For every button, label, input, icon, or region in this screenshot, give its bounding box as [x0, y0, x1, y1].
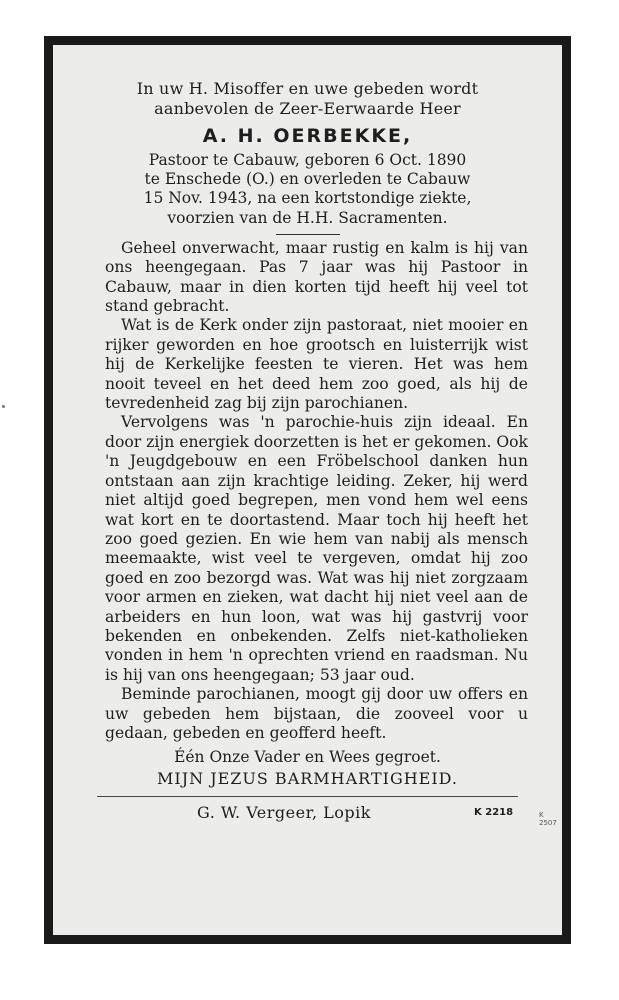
intro-text — [77, 79, 538, 119]
short-divider — [276, 234, 340, 235]
intro-line: aanbevolen de Zeer-Eerwaarde Heer — [154, 99, 461, 118]
scan-speck — [2, 405, 5, 408]
intro-line: In uw H. Misoffer en uwe gebeden wordt — [136, 79, 479, 98]
eulogy-paragraph: Geheel onverwacht, maar rustig en kalm is hij van ons heengegaan. Pas 7 jaar was hij Pastoor in Cabauw, maar in dien korten tijd heeft hij veel tot stand gebracht. — [105, 238, 528, 316]
bio-line: 15 Nov. 1943, na een kortstondige ziekte, — [143, 189, 472, 208]
eulogy-text — [77, 239, 538, 744]
biography — [77, 151, 538, 228]
bio-line: Pastoor te Cabauw, geboren 6 Oct. 1890 — [148, 151, 467, 169]
card-content — [53, 45, 562, 935]
eulogy-paragraph: Wat is de Kerk onder zijn pastoraat, niet mooier en rijker geworden en hoe grootsch en luisterrijk wist hij de Kerkelijke feesten te vieren. Het was hem nooit teveel en het deed hem zoo goed, als hij de tevredenheid zag bij zijn parochianen. — [105, 316, 528, 413]
bio-line: voorzien van de H.H. Sacramenten. — [167, 208, 448, 227]
bio-line: te Enschede (O.) en overleden te Cabauw — [144, 170, 471, 189]
prayer-request: Één Onze Vader en Wees gegroet. — [174, 748, 441, 767]
catalog-code: K 2507 — [539, 811, 557, 828]
footer — [77, 803, 557, 828]
memorial-card — [44, 36, 571, 944]
eulogy-paragraph: Beminde parochianen, moogt gij door uw offers en uw gebeden hem bijstaan, die zooveel voor u gedaan, gebeden en geofferd heeft. — [105, 685, 528, 742]
long-divider — [97, 796, 518, 797]
print-code: K 2218 — [474, 807, 514, 819]
eulogy-paragraph: Vervolgens was 'n parochie-huis zijn ideaal. En door zijn energiek doorzetten is het er gekomen. Ook 'n Jeugdgebouw en een Fröbelschool danken hun ontstaan aan zijn krachtige leiding. Zeker, hij werd niet altijd goed begrepen, men vond hem wel eens wat kort en te doortastend. Maar toch hij heeft het zoo goed gezien. En wie hem van nabij als mensch meemaakte, wist veel te vergeven, omdat hij zoo goed en zoo bezorgd was. Wat was hij niet zorgzaam voor armen en zieken, wat dacht hij niet veel aan de arbeiders en hun loon, wat was hij gastvrij voor bekenden en onbekenden. Zelfs niet-katholieken vonden in hem 'n oprechten vriend en raadsman. Nu is hij van ons heengegaan; 53 jaar oud. — [105, 413, 528, 684]
deceased-name: A. H. OERBEKKE, — [202, 125, 413, 147]
printer-name: G. W. Vergeer, Lopik — [197, 803, 371, 823]
motto: MIJN JEZUS BARMHARTIGHEID. — [156, 769, 459, 789]
